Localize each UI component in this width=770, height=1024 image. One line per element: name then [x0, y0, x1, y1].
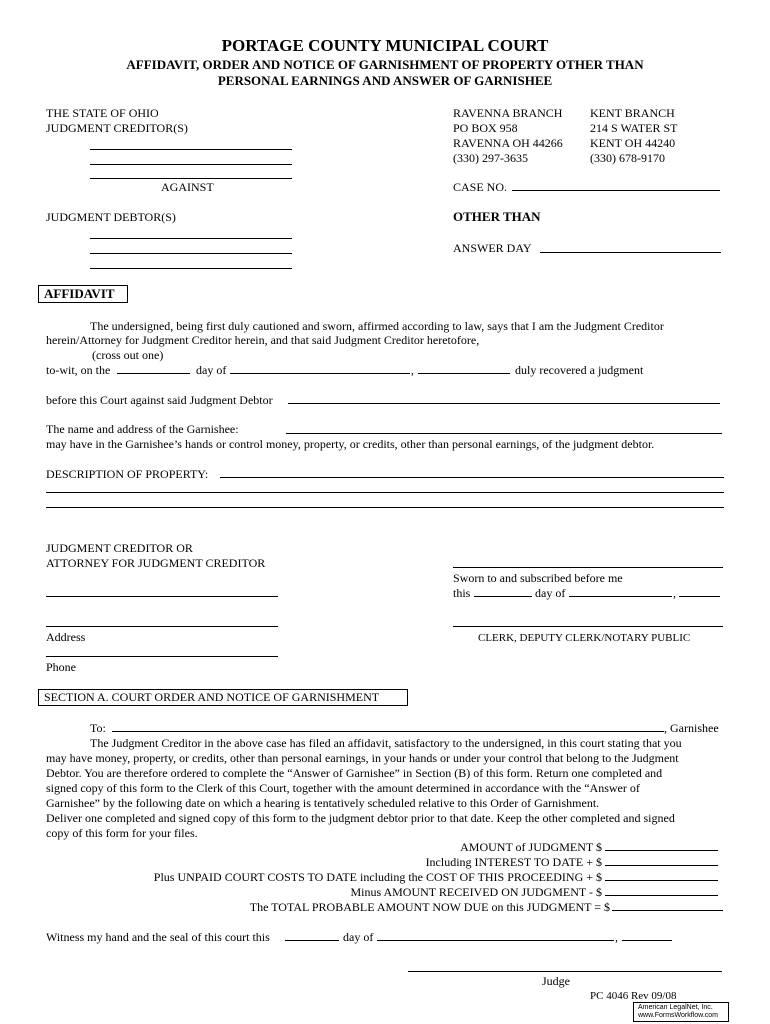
- interest-field[interactable]: [605, 865, 718, 866]
- phone-label: Phone: [46, 660, 76, 674]
- garnishee-name-label: The name and address of the Garnishee:: [46, 422, 239, 436]
- amount-judgment-label: AMOUNT of JUDGMENT $: [460, 840, 602, 854]
- form-subtitle-1: AFFIDAVIT, ORDER AND NOTICE OF GARNISHMENT OF PROPERTY OTHER THAN: [126, 57, 644, 72]
- address-label: Address: [46, 630, 86, 644]
- sworn-day-field[interactable]: [474, 596, 532, 597]
- description-line-3[interactable]: [46, 507, 724, 508]
- creditor-line-3[interactable]: [90, 178, 292, 179]
- order-text-7: copy of this form for your files.: [46, 826, 198, 840]
- against-label: AGAINST: [161, 180, 214, 194]
- recovered-text: duly recovered a judgment: [515, 363, 644, 377]
- affidavit-text-1: The undersigned, being first duly cautioned and sworn, affirmed according to law, says that I am the Judgment Creditor: [90, 319, 664, 333]
- case-no-label: CASE NO.: [453, 180, 508, 194]
- answer-day-label: ANSWER DAY: [453, 241, 532, 255]
- witness-month-field[interactable]: [377, 940, 614, 941]
- sworn-year-field[interactable]: [679, 596, 720, 597]
- address-line[interactable]: [46, 626, 278, 627]
- this-label: this: [453, 586, 471, 600]
- comma: ,: [411, 363, 414, 377]
- other-than-label: OTHER THAN: [453, 209, 541, 224]
- affidavit-text-2: herein/Attorney for Judgment Creditor herein, and that said Judgment Creditor heretofore,: [46, 333, 480, 347]
- state-label: THE STATE OF OHIO: [46, 106, 159, 120]
- affidavit-heading: AFFIDAVIT: [44, 286, 115, 301]
- case-no-field[interactable]: [512, 190, 720, 191]
- judgment-month-field[interactable]: [230, 373, 410, 374]
- before-court-text: before this Court against said Judgment Debtor: [46, 393, 273, 407]
- witness-day-field[interactable]: [285, 940, 339, 941]
- witness-year-field[interactable]: [622, 940, 672, 941]
- sworn-month-field[interactable]: [569, 596, 672, 597]
- to-label: To:: [90, 721, 106, 735]
- cross-out-note: (cross out one): [92, 348, 164, 362]
- debtor-line-2[interactable]: [90, 253, 292, 254]
- order-text-3: Debtor. You are therefore ordered to complete the “Answer of Garnishee” in Section (B) of this form. Return one completed and: [46, 766, 663, 780]
- creditor-label: JUDGMENT CREDITOR(S): [46, 121, 188, 135]
- clerk-signature-line[interactable]: [453, 626, 723, 627]
- witness-comma: ,: [615, 930, 618, 944]
- ravenna-phone: (330) 297-3635: [453, 151, 528, 165]
- answer-day-field[interactable]: [540, 252, 721, 253]
- creditor-signature-line[interactable]: [46, 596, 278, 597]
- witness-day-of: day of: [343, 930, 374, 944]
- debtor-line-1[interactable]: [90, 238, 292, 239]
- order-text-1: The Judgment Creditor in the above case has filed an affidavit, satisfactory to the undersigned, in this court stating that you: [90, 736, 682, 750]
- interest-label: Including INTEREST TO DATE + $: [425, 855, 602, 869]
- clerk-label: CLERK, DEPUTY CLERK/NOTARY PUBLIC: [478, 632, 691, 644]
- order-text-2: may have money, property, or credits, other than personal earnings, in your hands or under your control that belong to the Judgment: [46, 751, 679, 765]
- may-have-text: may have in the Garnishee’s hands or control money, property, or credits, other than personal earnings, of the judgment debtor.: [46, 437, 655, 451]
- day-of-label: day of: [196, 363, 227, 377]
- section-a-heading: SECTION A. COURT ORDER AND NOTICE OF GARNISHMENT: [44, 690, 380, 704]
- judge-label: Judge: [542, 974, 570, 988]
- phone-line[interactable]: [46, 656, 278, 657]
- creditor-line-1[interactable]: [90, 149, 292, 150]
- sworn-day-of: day of: [535, 586, 566, 600]
- form-number: PC 4046 Rev 09/08: [590, 990, 677, 1002]
- description-line-2[interactable]: [46, 492, 724, 493]
- kent-street: 214 S WATER ST: [590, 121, 678, 135]
- judgment-year-field[interactable]: [418, 373, 510, 374]
- court-costs-label: Plus UNPAID COURT COSTS TO DATE including the COST OF THIS PROCEEDING + $: [153, 870, 602, 884]
- order-text-5: Garnishee” by the following date on which a hearing is tentatively scheduled relative to this Order of Garnishment.: [46, 796, 600, 810]
- court-title: PORTAGE COUNTY MUNICIPAL COURT: [221, 36, 549, 55]
- notary-signature-line[interactable]: [453, 567, 723, 568]
- amount-received-label: Minus AMOUNT RECEIVED ON JUDGMENT - $: [350, 885, 602, 899]
- description-line-1[interactable]: [220, 477, 724, 478]
- publisher-url: www.FormsWorkflow.com: [638, 1012, 718, 1019]
- ravenna-city: RAVENNA OH 44266: [453, 136, 563, 150]
- ravenna-pobox: PO BOX 958: [453, 121, 518, 135]
- kent-phone: (330) 678-9170: [590, 151, 665, 165]
- description-label: DESCRIPTION OF PROPERTY:: [46, 467, 209, 481]
- kent-city: KENT OH 44240: [590, 136, 676, 150]
- judgment-day-field[interactable]: [117, 373, 190, 374]
- garnishee-label: , Garnishee: [664, 721, 719, 735]
- total-due-label: The TOTAL PROBABLE AMOUNT NOW DUE on this JUDGMENT = $: [249, 900, 610, 914]
- order-text-4: signed copy of this form to the Clerk of this Court, together with the amount determined in accordance with the “Answer of: [46, 781, 640, 795]
- total-due-field[interactable]: [612, 910, 723, 911]
- creditor-or-label: JUDGMENT CREDITOR OR: [46, 541, 193, 555]
- sworn-comma: ,: [673, 586, 676, 600]
- debtor-label: JUDGMENT DEBTOR(S): [46, 210, 176, 224]
- court-costs-field[interactable]: [605, 880, 718, 881]
- judge-signature-line[interactable]: [408, 971, 722, 972]
- amount-judgment-field[interactable]: [605, 850, 718, 851]
- garnishee-name-field[interactable]: [286, 433, 722, 434]
- form-subtitle-2: PERSONAL EARNINGS AND ANSWER OF GARNISHEE: [217, 73, 553, 88]
- ravenna-branch: RAVENNA BRANCH: [453, 106, 563, 120]
- amount-received-field[interactable]: [605, 895, 718, 896]
- towit-label: to-wit, on the: [46, 363, 111, 377]
- order-text-6: Deliver one completed and signed copy of this form to the judgment debtor prior to that date. Keep the other completed and signed: [46, 811, 675, 825]
- judgment-debtor-field[interactable]: [288, 403, 720, 404]
- publisher-name: American LegalNet, Inc.: [638, 1004, 713, 1011]
- attorney-for-label: ATTORNEY FOR JUDGMENT CREDITOR: [46, 556, 266, 570]
- garnishee-to-field[interactable]: [112, 731, 664, 732]
- witness-text: Witness my hand and the seal of this court this: [46, 930, 270, 944]
- debtor-line-3[interactable]: [90, 268, 292, 269]
- sworn-text: Sworn to and subscribed before me: [453, 571, 623, 585]
- creditor-line-2[interactable]: [90, 164, 292, 165]
- kent-branch: KENT BRANCH: [590, 106, 675, 120]
